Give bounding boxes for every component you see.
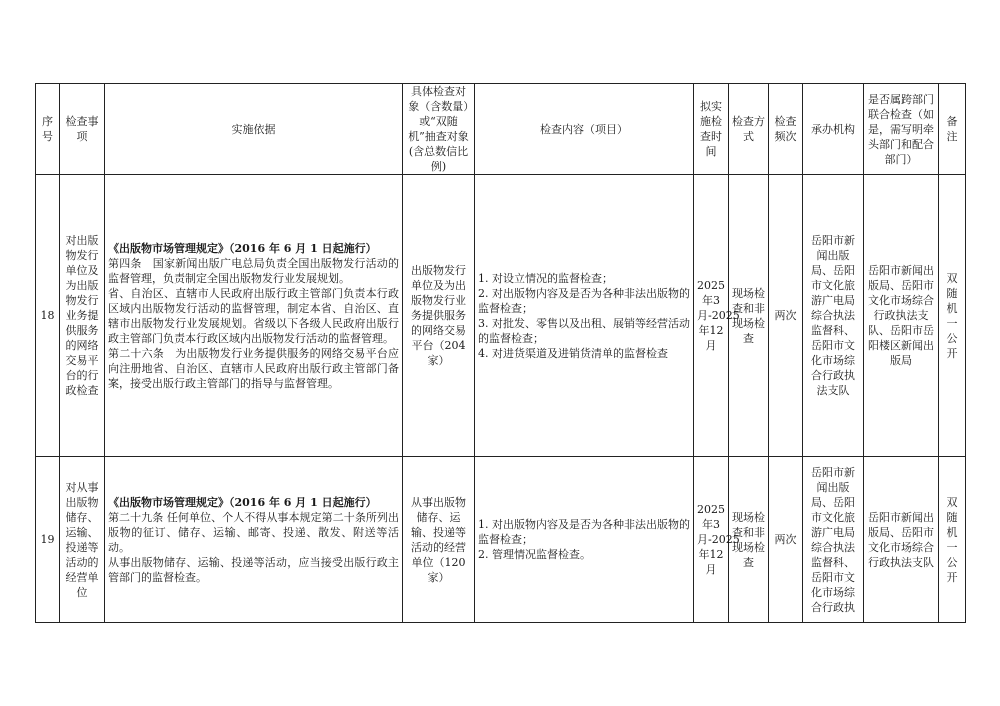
- content-line: 1. 对出版物内容及是否为各种非法出版物的监督检查；: [478, 518, 690, 546]
- inspection-table: [35, 83, 966, 623]
- row-method: 现场检查和非现场检查: [729, 457, 769, 623]
- row-basis: [105, 457, 403, 623]
- basis-law-title: 《出版物市场管理规定》（2016 年 6 月 1 日起施行）: [108, 495, 377, 509]
- header-note: 备注: [939, 84, 966, 175]
- row-item: 对出版物发行单位及为出版物发行业务提供服务的网络交易平台的行政检查: [60, 175, 105, 457]
- row-time: 2025年3月-2025年12月: [694, 175, 729, 457]
- header-row: [36, 84, 966, 175]
- header-freq: 检查频次: [769, 84, 803, 175]
- row-basis: [105, 175, 403, 457]
- row-content: [475, 175, 694, 457]
- table-row: [36, 175, 966, 457]
- row-joint: 岳阳市新闻出版局、岳阳市文化市场综合行政执法支队、岳阳市岳阳楼区新闻出版局: [864, 175, 939, 457]
- header-content: 检查内容（项目）: [475, 84, 694, 175]
- row-freq: 两次: [769, 175, 803, 457]
- basis-line: 第四条 国家新闻出版广电总局负责全国出版物发行活动的监督管理，负责制定全国出版物发行业发展规划。: [108, 256, 399, 285]
- header-object: 具体检查对象（含数量）或“双随机”抽查对象(含总数信比例): [403, 84, 475, 175]
- row-item: 对从事出版物储存、运输、投递等活动的经营单位: [60, 457, 105, 623]
- basis-line: 从事出版物储存、运输、投递等活动，应当接受出版行政主管部门的监督检查。: [108, 555, 399, 584]
- row-content: [475, 457, 694, 623]
- header-item: 检查事项: [60, 84, 105, 175]
- row-seq: 18: [36, 175, 60, 457]
- row-time: 2025年3月-2025年12月: [694, 457, 729, 623]
- row-joint: 岳阳市新闻出版局、岳阳市文化市场综合行政执法支队: [864, 457, 939, 623]
- table-row: [36, 457, 966, 623]
- basis-law-title: 《出版物市场管理规定》（2016 年 6 月 1 日起施行）: [108, 241, 377, 255]
- header-org: 承办机构: [803, 84, 864, 175]
- row-note: 双随机一公开: [939, 457, 966, 623]
- basis-line: 第二十六条 为出版物发行业务提供服务的网络交易平台应向注册地省、自治区、直辖市人民政府出版行政主管部门备案，接受出版行政主管部门的指导与监督管理。: [108, 346, 399, 390]
- row-note: 双随机一公开: [939, 175, 966, 457]
- row-method: 现场检查和非现场检查: [729, 175, 769, 457]
- content-line: 3. 对批发、零售以及出租、展销等经营活动的监督检查；: [478, 316, 690, 345]
- header-seq: 序号: [36, 84, 60, 175]
- row-org: 岳阳市新闻出版局、岳阳市文化旅游广电局综合执法监督科、岳阳市文化市场综合行政执法支队: [803, 175, 864, 457]
- basis-line: 第二十九条 任何单位、个人不得从事本规定第二十条所列出版物的征订、储存、运输、邮寄、投递、散发、附送等活动。: [108, 510, 399, 554]
- content-line: 4. 对进货渠道及进销货清单的监督检查: [478, 346, 668, 360]
- row-freq: 两次: [769, 457, 803, 623]
- content-line: 1. 对设立情况的监督检查；: [478, 271, 613, 285]
- row-object: 出版物发行单位及为出版物发行业务提供服务的网络交易平台（204 家）: [403, 175, 475, 457]
- header-time: 拟实施检查时间: [694, 84, 729, 175]
- row-object: 从事出版物储存、运输、投递等活动的经营单位（120 家）: [403, 457, 475, 623]
- header-joint: 是否属跨部门联合检查（如是，需写明牵头部门和配合部门）: [864, 84, 939, 175]
- content-line: 2. 对出版物内容及是否为各种非法出版物的监督检查；: [478, 286, 690, 315]
- row-seq: 19: [36, 457, 60, 623]
- header-method: 检查方式: [729, 84, 769, 175]
- basis-line: 省、自治区、直辖市人民政府出版行政主管部门负责本行政区域内出版物发行活动的监督管理，制定本省、自治区、直辖市出版物发行业发展规划。省级以下各级人民政府出版行政主管部门负责本行政区域内出版物发行活动的监督管理。: [108, 286, 399, 345]
- row-org: 岳阳市新闻出版局、岳阳市文化旅游广电局综合执法监督科、岳阳市文化市场综合行政执: [803, 457, 864, 623]
- content-line: 2. 管理情况监督检查。: [478, 548, 591, 561]
- header-basis: 实施依据: [105, 84, 403, 175]
